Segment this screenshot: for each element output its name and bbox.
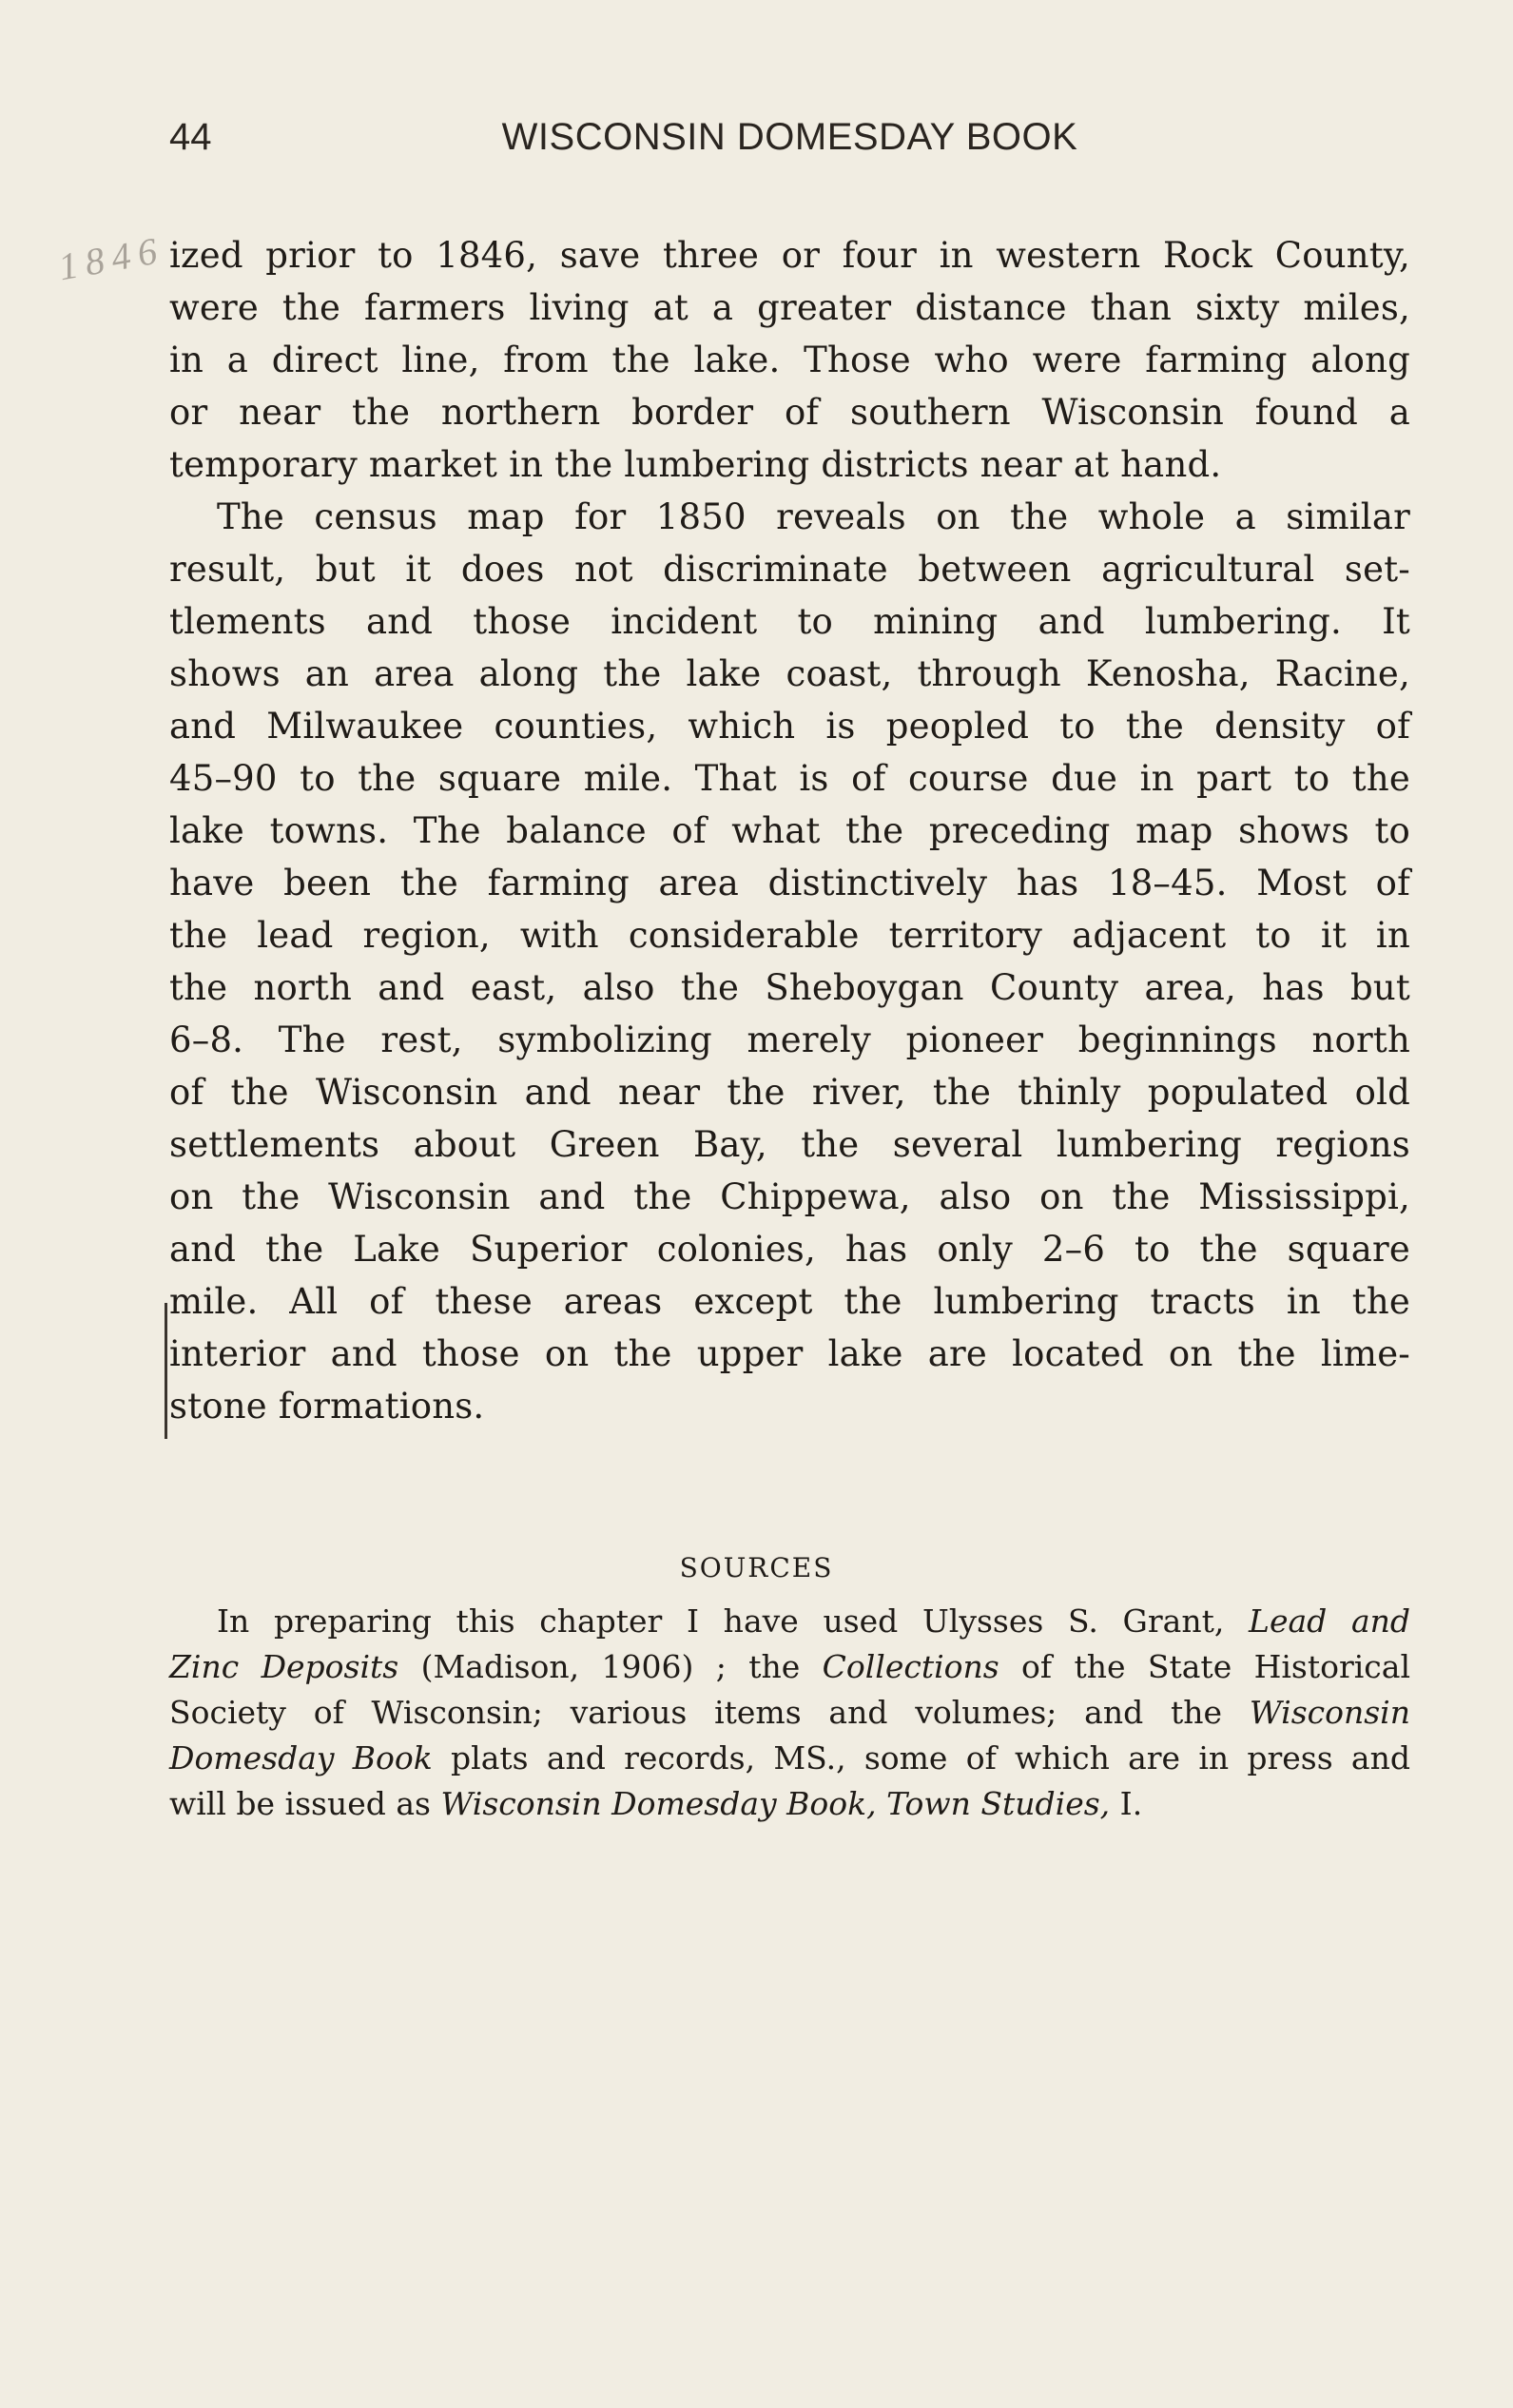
sources-line	[169, 1736, 1410, 1781]
page-header	[169, 116, 1410, 173]
running-head: WISCONSIN DOMESDAY BOOK	[501, 116, 1078, 158]
text-line: in a direct line, from the lake. Those who were farming along	[169, 340, 1410, 380]
text-line: the north and east, also the Sheboygan County area, has but	[169, 967, 1410, 1008]
citation-title: Lead and	[1249, 1602, 1410, 1640]
text-line: on the Wisconsin and the Chippewa, also on the Mississippi,	[169, 1176, 1410, 1217]
text-line: interior and those on the upper lake are located on the lime-	[169, 1333, 1410, 1374]
citation-title: Wisconsin	[1249, 1694, 1410, 1731]
citation-title: Zinc Deposits	[169, 1648, 399, 1685]
sources-line	[169, 1599, 1410, 1644]
text-line: of the Wisconsin and near the river, the thinly populated old	[169, 1072, 1410, 1113]
text-line: 45–90 to the square mile. That is of course due in part to the	[169, 758, 1410, 799]
sources-line	[169, 1690, 1410, 1736]
sources-text-run: (Madison, 1906) ; the	[398, 1648, 823, 1685]
citation-title: Domesday Book	[169, 1739, 433, 1777]
text-line: result, but it does not discriminate between agricultural set-	[169, 549, 1410, 590]
text-line: and Milwaukee counties, which is peopled to the density of	[169, 706, 1410, 747]
sources-line	[169, 1781, 1410, 1827]
citation-title: Collections	[822, 1648, 999, 1685]
page-number: 44	[169, 116, 212, 158]
text-line: shows an area along the lake coast, through Kenosha, Racine,	[169, 653, 1410, 694]
text-line: The census map for 1850 reveals on the whole a similar	[217, 496, 1410, 537]
sources-text-run: I.	[1110, 1785, 1143, 1822]
text-line: have been the farming area distinctively has 18–45. Most of	[169, 863, 1410, 903]
sources-heading: SOURCES	[679, 1552, 834, 1583]
sources-text-run: plats and records, MS., some of which are in press and	[432, 1739, 1410, 1777]
text-line: ized prior to 1846, save three or four in western Rock County,	[169, 235, 1410, 276]
text-line: temporary market in the lumbering districts near at hand.	[169, 444, 1222, 485]
body-text	[169, 229, 1410, 1432]
text-line: or near the northern border of southern Wisconsin found a	[169, 392, 1410, 433]
text-line: settlements about Green Bay, the several lumbering regions	[169, 1124, 1410, 1165]
text-line: stone formations.	[169, 1386, 485, 1427]
sources-text-run: In preparing this chapter I have used Ulysses S. Grant,	[217, 1602, 1250, 1640]
margin-bracket-mark	[165, 1303, 167, 1439]
sources-paragraph	[169, 1599, 1410, 1827]
text-line: mile. All of these areas except the lumbering tracts in the	[169, 1281, 1410, 1322]
text-line: tlements and those incident to mining and lumbering. It	[169, 601, 1410, 642]
text-line: 6–8. The rest, symbolizing merely pioneer beginnings north	[169, 1020, 1410, 1060]
text-line: and the Lake Superior colonies, has only 2–6 to the square	[169, 1229, 1410, 1270]
sources-text-run: of the State Historical	[999, 1648, 1411, 1685]
text-line: were the farmers living at a greater distance than sixty miles,	[169, 287, 1410, 328]
sources-text-run: will be issued as	[169, 1785, 441, 1822]
sources-text-run: Society of Wisconsin; various items and volumes; and the	[169, 1694, 1250, 1731]
sources-line	[169, 1644, 1410, 1690]
text-line: lake towns. The balance of what the preceding map shows to	[169, 810, 1410, 851]
text-line: the lead region, with considerable territory adjacent to it in	[169, 915, 1410, 956]
margin-pencil-note: 1846	[55, 227, 168, 289]
citation-title: Wisconsin Domesday Book, Town Studies,	[440, 1785, 1111, 1822]
